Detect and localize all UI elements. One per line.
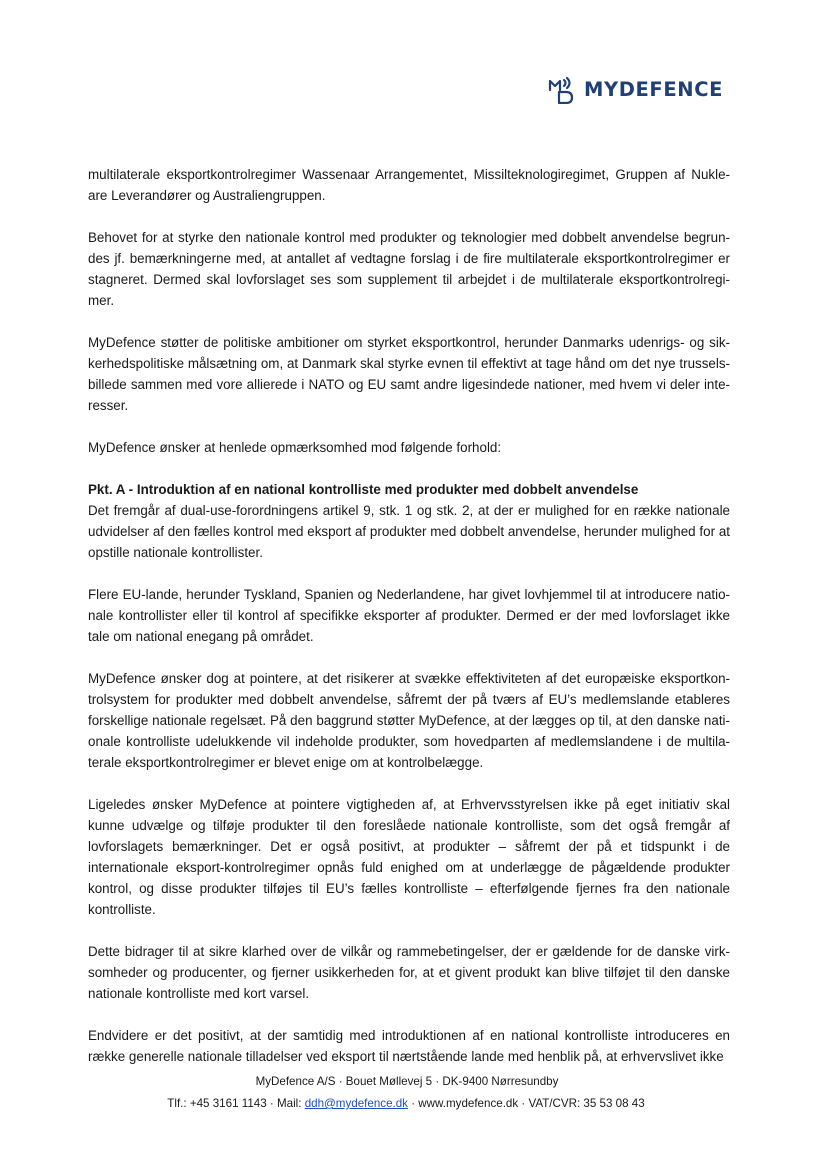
paragraph: Ligeledes ønsker MyDefence at pointere vigtigheden af, at Erhvervsstyrelsen ikke på eget initiativ skal kunne udvælge og tilføje produkter til den foreslåede nationale kontrolliste, som det også fremgår af lovforslagets bemærkninger. Det er også positivt, at produkter – såfremt der på et tidspunkt i de internationale eksport-kontrolregimer opnås fuld enighed om at underlægge de pågældende produkter kontrol, og disse produkter tilføjes til EU’s fælles kontrolliste – efterfølgende fjernes fra den nationale kontrolliste. [88,797,730,917]
company-logo [547,76,723,104]
paragraph: MyDefence støtter de politiske ambitioner om styrket eksportkontrol, herunder Danmarks udenrigs- og sik-kerhedspolitiske målsætning om, at Danmark skal styrke evnen til effektivt at tage hånd om det nye trussels-billede sammen med vore allierede i NATO og EU samt andre ligesindede nationer, med hvem vi deler inte-resser. [88,335,730,413]
section-intro: Det fremgår af dual-use-forordningens artikel 9, stk. 1 og stk. 2, at der er mulighed for en række nationale udvidelser af den fælles kontrol med eksport af produkter med dobbelt anvendelse, herunder mulighed for at opstille nationale kontrollister. [88,503,730,560]
logo-wordmark: MYDEFENCE [584,78,724,102]
paragraph: multilaterale eksportkontrolregimer Wassenaar Arrangementet, Missilteknologiregimet, Gruppen af Nukle-are Leverandører og Australiengruppen. [88,167,730,203]
paragraph: MyDefence ønsker dog at pointere, at det risikerer at svække effektiviteten af det europæiske eksportkon-trolsystem for produkter med dobbelt anvendelse, såfremt der på tværs af EU’s medlemslande etableres forskellige nationale regelsæt. På den baggrund støtter MyDefence, at der lægges op til, at den danske nati-onale kontrolliste udelukkende vil indeholde produkter, som hovedparten af medlemslandene i de multila-terale eksportkontrolregimer er blevet enige om at kontrolbelægge. [88,671,730,770]
footer-address: MyDefence A/S · Bouet Møllevej 5 · DK-9400 Nørresundby [255,1075,559,1088]
footer-web-vat: · www.mydefence.dk · VAT/CVR: 35 53 08 43 [407,1097,645,1110]
paragraph: MyDefence ønsker at henlede opmærksomhed mod følgende forhold: [88,440,502,455]
footer-phone: Tlf.: +45 3161 1143 · Mail: [167,1097,305,1110]
paragraph: Behovet for at styrke den nationale kontrol med produkter og teknologier med dobbelt anvendelse begrun-des jf. bemærkningerne med, at antallet af vedtagne forslag i de fire multilaterale eksportkontrolregimer er stagneret. Dermed skal lovforslaget ses som supplement til arbejdet i de multilaterale eksportkontrolregi-mer. [88,230,730,308]
footer-contact [0,1097,820,1110]
email-link[interactable]: ddh@mydefence.dk [304,1097,408,1110]
paragraph: Flere EU-lande, herunder Tyskland, Spanien og Nederlandene, har givet lovhjemmel til at introducere natio-nale kontrollister eller til kontrol af specifikke eksporter af produkter. Dermed er der med lovforslaget ikke tale om national enegang på området. [88,587,730,644]
paragraph: Endvidere er det positivt, at der samtidig med introduktionen af en national kontrolliste introduceres en række generelle nationale tilladelser ved eksport til nærtstående lande med henblik på, at erhvervslivet ikke [88,1028,730,1064]
section-heading: Pkt. A - Introduktion af en national kontrolliste med produkter med dobbelt anvendelse [88,482,639,497]
letter-body [88,164,730,1088]
paragraph: Dette bidrager til at sikre klarhed over de vilkår og rammebetingelser, der er gældende for de danske virk-somheder og producenter, og fjerner usikkerheden for, at et givent produkt kan blive tilføjet til den danske nationale kontrolliste med kort varsel. [88,944,730,1001]
section-a [88,479,730,563]
mydefence-logo-icon [547,76,577,104]
